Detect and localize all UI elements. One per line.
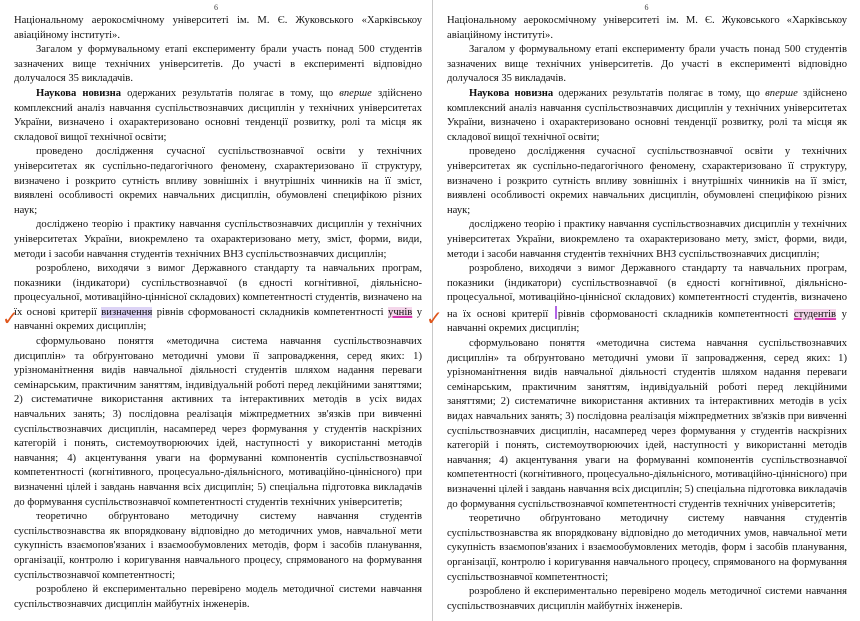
- paragraph: Загалом у формувальному етапі експерименту брали участь понад 500 студентів зазначених вище технічних університетів. До участі в експерименті відповідно долучалося 35 викладачів.: [447, 44, 847, 85]
- text-run: у навчанні окремих дисциплін;: [14, 306, 422, 333]
- text-run: рівнів сформованості складників компетентності: [557, 308, 794, 320]
- paragraph: [14, 87, 422, 145]
- text-run: одержаних результатів полягає в тому, що: [121, 87, 340, 99]
- text-cursor: [555, 306, 557, 319]
- text-run: здійснено комплексний аналіз навчання суспільствознавчих дисциплін у технічних університетах України, визначено і охарактеризовано основні тенденції розвитку, ролі та місця як складової вищої технічної освіти;: [14, 87, 422, 143]
- text-run: у навчанні окремих дисциплін;: [447, 308, 847, 335]
- right-page: [433, 0, 860, 621]
- paragraph: сформульовано поняття «методична система навчання суспільствознавчих дисциплін» та обґрунтовано методичні умови її запровадження, серед яких: 1) урізноманітнення видів навчальної діяльності студентів шляхом надання переваги семінарським, практичним заняттям, індивідуальній роботі перед лекційними заняттями; 2) систематичне використання активних та інтерактивних методів в усіх видах навчальних занять; 3) послідовна реалізація міжпредметних зв'язків при вивченні суспільствознавчих дисциплін, насамперед через формування у студентів наскрізних категорій і понять, системоутворюючих ідей, наступності у використанні методів навчання; 4) акцентування уваги на формуванні компонентів суспільствознавчої компетентності (когнітивного, процесуально-діяльнісного, мотиваційно-ціннісного) при визначенні цілей і завдань навчання всіх дисциплін; 5) спеціальна підготовка викладачів до формування суспільствознавчої компетентності студентів технічних університетів;: [447, 338, 847, 510]
- highlighted-word[interactable]: учнів: [388, 306, 413, 318]
- paragraph: розроблено й експериментально перевірено модель методичної системи навчання суспільствознавчих дисциплін майбутніх інженерів.: [14, 584, 422, 610]
- text-run: розроблено, виходячи з вимог Державного стандарту та навчальних програм, показники (індикатори) суспільствознавчої (в єдності когнітивної, діяльнісно-процесуальної, мотиваційно-ціннісної складових) компетентності студентів, визначено на їх основі критерії: [447, 263, 847, 320]
- paragraph: проведено дослідження сучасної суспільствознавчої освіти у технічних університетах як суспільно-педагогічного феномену, схарактеризовано її структуру, визначено і розкрито сутність впливу зовнішніх і внутрішніх чинників на її зміст, виявлені особливості окремих навчальних дисциплін, обумовлені специфікою різних наук;: [447, 146, 847, 216]
- checkmark-icon: ✓: [426, 306, 443, 330]
- paragraph: Загалом у формувальному етапі експерименту брали участь понад 500 студентів зазначених вище технічних університетів. До участі в експерименті відповідно долучалося 35 викладачів.: [14, 44, 422, 85]
- paragraph: досліджено теорію і практику навчання суспільствознавчих дисциплін у технічних університетах України, виокремлено та охарактеризовано мету, зміст, форми, види, методи і засоби навчання студентів технічних ВНЗ суспільствознавчих дисциплін;: [447, 219, 847, 260]
- paragraph: [447, 87, 847, 145]
- text-run: одержаних результатів полягає в тому, що: [553, 87, 766, 99]
- bold-term: Наукова новизна: [36, 87, 122, 99]
- italic-term: вперше: [339, 87, 372, 99]
- highlighted-word[interactable]: студентів: [793, 308, 837, 320]
- bold-term: Наукова новизна: [469, 87, 554, 99]
- checkmark-icon: ✓: [2, 306, 19, 330]
- text-run: рівнів сформованості складників компетентності: [152, 306, 389, 318]
- paragraph: теоретично обґрунтовано методичну систему навчання студентів суспільствознавства як впорядковану відповідно до методичних умов, навчальної мети сукупність взаємопов'язаних і взаємообумовлених методів, форм і засобів планування, організації, контролю і коригування навчального процесу, спрямованого на формування суспільствознавчої компетентності;: [14, 511, 422, 581]
- paragraph: теоретично обґрунтовано методичну систему навчання студентів суспільствознавства як впорядковану відповідно до методичних умов, навчальної мети сукупність взаємопов'язаних і взаємообумовлених методів, форм і засобів планування, організації, контролю і коригування навчального процесу, спрямованого на формування суспільствознавчої компетентності;: [447, 513, 847, 583]
- paragraph-edited: [14, 262, 422, 335]
- paragraph: проведено дослідження сучасної суспільствознавчої освіти у технічних університетах як суспільно-педагогічного феномену, схарактеризовано її структуру, визначено і розкрито сутність впливу зовнішніх і внутрішніх чинників на її зміст, виявлені особливості окремих навчальних дисциплін, обумовлені специфікою різних наук;: [14, 146, 422, 216]
- highlighted-word[interactable]: визначення: [101, 306, 153, 318]
- text-run: розроблено, виходячи з вимог Державного стандарту та навчальних програм, показники (індикатори) суспільствознавчої (в єдності когнітивної, діяльнісно-процесуальної, мотиваційно-ціннісної складових) компетентності студентів, визначено на їх основі критерії: [14, 263, 422, 318]
- paragraph: Національному аерокосмічному університеті ім. М. Є. Жуковського «Харківськоу авіаційному інституті».: [14, 15, 422, 41]
- paragraph: розроблено й експериментально перевірено модель методичної системи навчання суспільствознавчих дисциплін майбутніх інженерів.: [447, 586, 847, 612]
- paragraph: Національному аерокосмічному університеті ім. М. Є. Жуковського «Харківськоу авіаційному інституті».: [447, 15, 847, 41]
- paragraph: досліджено теорію і практику навчання суспільствознавчих дисциплін у технічних університетах України, виокремлено та охарактеризовано мету, зміст, форми, види, методи і засоби навчання студентів технічних ВНЗ суспільствознавчих дисциплін;: [14, 219, 422, 260]
- italic-term: вперше: [765, 87, 798, 99]
- page-text: [14, 14, 422, 612]
- page-number: 6: [214, 3, 218, 12]
- page-number: 6: [644, 3, 649, 12]
- paragraph: сформульовано поняття «методична система навчання суспільствознавчих дисциплін» та обґрунтовано методичні умови її запровадження, серед яких: 1) урізноманітнення видів навчальної діяльності студентів шляхом надання переваги семінарським, практичним заняттям, індивідуальній роботі перед лекційними заняттями; 2) систематичне використання активних та інтерактивних методів в усіх видах навчальних занять; 3) послідовна реалізація міжпредметних зв'язків при вивченні суспільствознавчих дисциплін, насамперед через формування у студентів наскрізних категорій і понять, системоутворюючих ідей, наступності у використанні методів навчання; 4) акцентування уваги на формуванні компонентів суспільствознавчої компетентності (когнітивного, процесуально-діяльнісного, мотиваційно-ціннісного) при визначенні цілей і завдань навчання всіх дисциплін; 5) спеціальна підготовка викладачів до формування суспільствознавчої компетентності студентів технічних університетів;: [14, 336, 422, 508]
- text-run: здійснено комплексний аналіз навчання суспільствознавчих дисциплін у технічних університетах України, визначено і охарактеризовано основні тенденції розвитку, ролі та місця як складової вищої технічної освіти;: [447, 87, 847, 143]
- page-text: [447, 14, 847, 614]
- paragraph-edited: [447, 262, 847, 337]
